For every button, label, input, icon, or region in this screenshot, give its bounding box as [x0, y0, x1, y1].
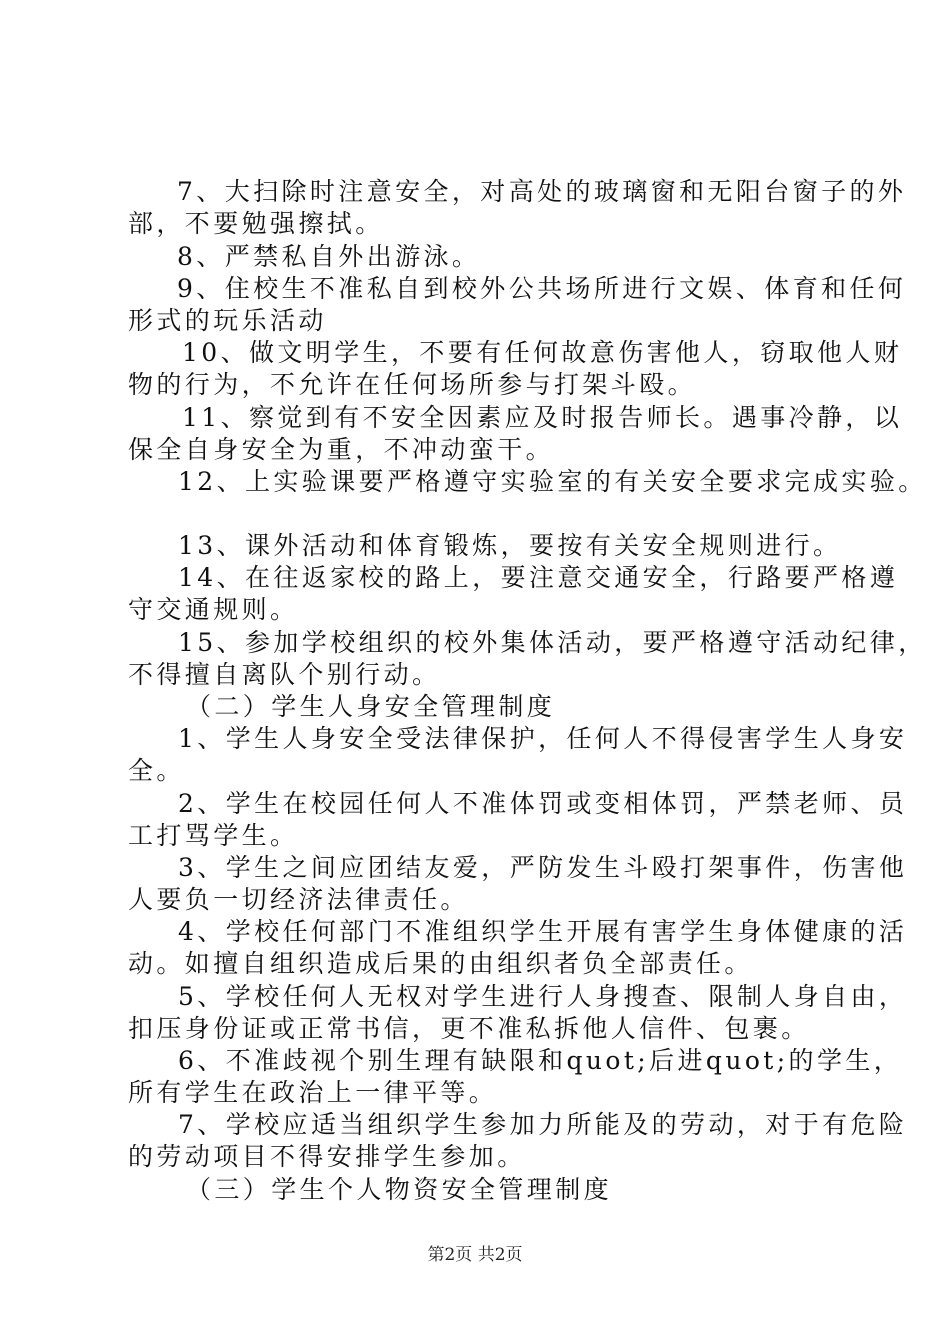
- text-line: 15、参加学校组织的校外集体活动，要严格遵守活动纪律，: [178, 628, 927, 657]
- text-line: 的劳动项目不得安排学生参加。: [128, 1142, 526, 1171]
- text-line: 14、在往返家校的路上，要注意交通安全，行路要严格遵: [178, 563, 899, 592]
- section-heading: （三）学生个人物资安全管理制度: [186, 1175, 613, 1204]
- text-line: 11、察觉到有不安全因素应及时报告师长。遇事冷静，以: [182, 403, 903, 432]
- section-heading: （二）学生人身安全管理制度: [186, 692, 556, 721]
- text-line: 7、大扫除时注意安全，对高处的玻璃窗和无阳台窗子的外: [177, 177, 907, 206]
- text-line: 部，不要勉强擦拭。: [128, 209, 384, 238]
- text-line: 3、学生之间应团结友爱，严防发生斗殴打架事件，伤害他: [178, 853, 908, 882]
- text-line: 10、做文明学生，不要有任何故意伤害他人，窃取他人财: [182, 338, 903, 367]
- text-line: 守交通规则。: [128, 595, 299, 624]
- text-line: 人要负一切经济法律责任。: [128, 885, 469, 914]
- text-line: 4、学校任何部门不准组织学生开展有害学生身体健康的活: [178, 917, 908, 946]
- text-line: 保全自身安全为重，不冲动蛮干。: [128, 435, 555, 464]
- text-line: 12、上实验课要严格遵守实验室的有关安全要求完成实验。: [178, 467, 927, 496]
- page-footer: 第2页 共2页: [427, 1245, 523, 1265]
- text-line: 不得擅自离队个别行动。: [128, 660, 441, 689]
- text-line: 物的行为，不允许在任何场所参与打架斗殴。: [128, 370, 697, 399]
- text-line: 2、学生在校园任何人不准体罚或变相体罚，严禁老师、员: [178, 789, 908, 818]
- text-line: 5、学校任何人无权对学生进行人身搜查、限制人身自由，: [178, 982, 908, 1011]
- text-line: 工打骂学生。: [128, 821, 299, 850]
- text-line: 形式的玩乐活动: [128, 306, 327, 335]
- text-line: 6、不准歧视个别生理有缺限和quot;后进quot;的学生，: [178, 1046, 903, 1075]
- text-line: 全。: [128, 756, 185, 785]
- text-line: 7、学校应适当组织学生参加力所能及的劳动，对于有危险: [178, 1110, 908, 1139]
- text-line: 扣压身份证或正常书信，更不准私拆他人信件、包裹。: [128, 1014, 810, 1043]
- text-line: 所有学生在政治上一律平等。: [128, 1078, 498, 1107]
- text-line: 动。如擅自组织造成后果的由组织者负全部责任。: [128, 949, 753, 978]
- text-line: 1、学生人身安全受法律保护，任何人不得侵害学生人身安: [178, 724, 908, 753]
- text-line: 9、住校生不准私自到校外公共场所进行文娱、体育和任何: [177, 274, 907, 303]
- text-line: 13、课外活动和体育锻炼，要按有关安全规则进行。: [178, 531, 842, 560]
- text-line: 8、严禁私自外出游泳。: [177, 242, 481, 271]
